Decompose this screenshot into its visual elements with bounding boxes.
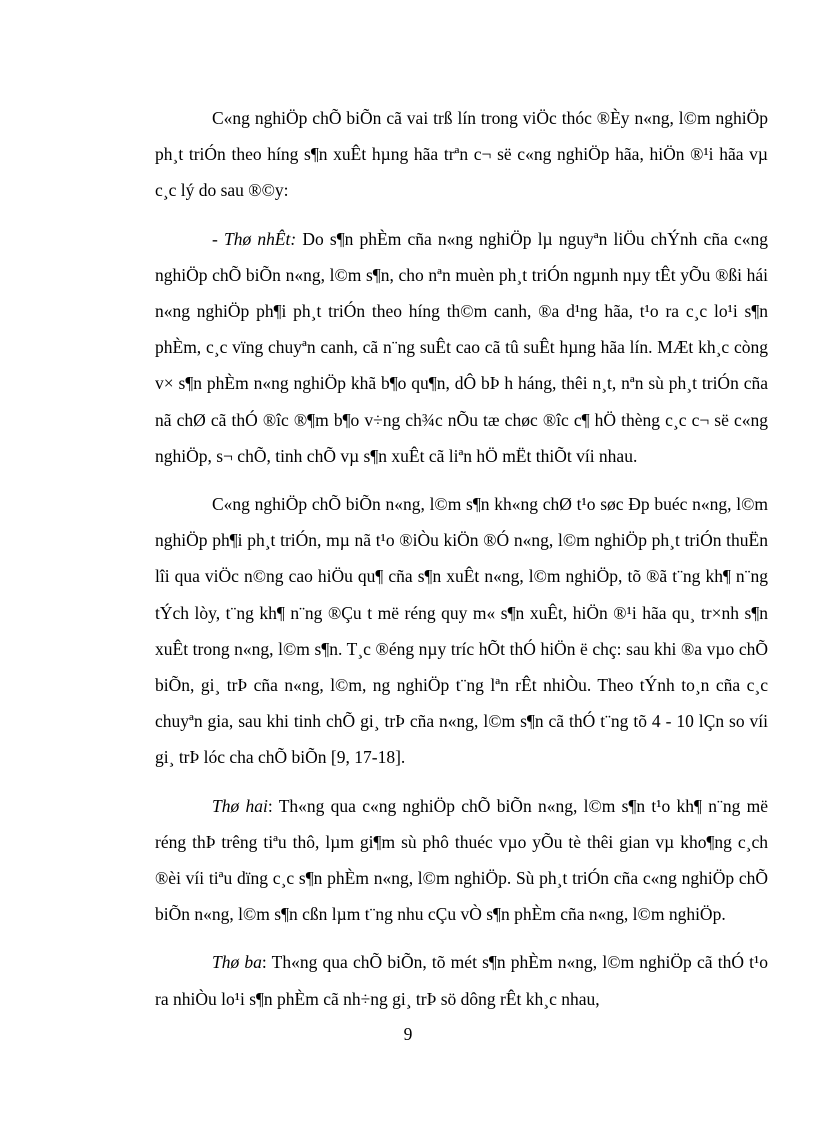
- second-reason-text: : Th«ng qua c«ng nghiÖp chÕ biÕn n«ng, l©m s¶n t¹o kh¶ n¨ng më réng thÞ trêng tiªu thô, lµm gi¶m sù phô thuéc vµo yÕu tè thêi gian vµ kho¶ng c¸ch ®èi víi tiªu dïng c¸c s¶n phÈm n«ng, l©m nghiÖp. Sù ph¸t triÓn cña c«ng nghiÖp chÕ biÕn n«ng, l©m s¶n cßn lµm t¨ng nhu cÇu vÒ s¶n phÈm cña n«ng, l©m nghiÖp.: [155, 795, 768, 925]
- third-reason-heading: Thø ba: [212, 952, 262, 973]
- paragraph-first-reason: [155, 221, 768, 474]
- third-reason-text: : Th«ng qua chÕ biÕn, tõ mét s¶n phÈm n«ng, l©m nghiÖp cã thÓ t¹o ra nhiÒu lo¹i s¶n phÈm cã nh÷ng gi¸ trÞ sö dông rÊt kh¸c nhau,: [155, 952, 768, 1009]
- first-reason-text: Do s¶n phÈm cña n«ng nghiÖp lµ nguyªn liÖu chÝnh cña c«ng nghiÖp chÕ biÕn n«ng, l©m s¶n, cho nªn muèn ph¸t triÓn ngµnh nµy tÊt yÕu ®ßi hái n«ng nghiÖp ph¶i ph¸t triÓn theo híng th©m canh, ®a d¹ng hãa, t¹o ra c¸c lo¹i s¶n phÈm, c¸c vïng chuyªn canh, cã n¨ng suÊt cao cã tû suÊt hµng hãa lín. MÆt kh¸c còng v× s¶n phÈm n«ng nghiÖp khã b¶o qu¶n, dÔ bÞ h háng, thêi n¸t, nªn sù ph¸t triÓn cña nã chØ cã thÓ ®îc ®¶m b¶o v÷ng ch¾c nÕu tæ chøc ®îc c¶ hÖ thèng c¸c c¬ së c«ng nghiÖp, s¬ chÕ, tinh chÕ vµ s¶n xuÊt cã liªn hÖ mËt thiÕt víi nhau.: [155, 228, 768, 466]
- second-reason-heading: Thø hai: [212, 795, 268, 816]
- paragraph-processing-impact: [155, 486, 768, 776]
- paragraph-intro: [155, 100, 768, 209]
- first-reason-heading: - Thø nhÊt:: [212, 228, 297, 249]
- page-body: [155, 100, 768, 1029]
- processing-impact-text: C«ng nghiÖp chÕ biÕn n«ng, l©m s¶n kh«ng chØ t¹o søc Ðp buéc n«ng, l©m nghiÖp ph¶i ph¸t triÓn, mµ nã t¹o ®iÒu kiÖn ®Ó n«ng, l©m nghiÖp ph¸t triÓn thuËn lîi qua viÖc n©ng cao hiÖu qu¶ cña s¶n xuÊt n«ng, l©m nghiÖp, tõ ®ã t¨ng kh¶ n¨ng tÝch lòy, t¨ng kh¶ n¨ng ®Çu t më réng quy m« s¶n xuÊt, hiÖn ®¹i hãa qu¸ tr×nh s¶n xuÊt trong n«ng, l©m s¶n. T¸c ®éng nµy tríc hÕt thÓ hiÖn ë chç: sau khi ®a vµo chÕ biÕn, gi¸ trÞ cña n«ng, l©m, ng nghiÖp t¨ng lªn rÊt nhiÒu. Theo tÝnh to¸n cña c¸c chuyªn gia, sau khi tinh chÕ gi¸ trÞ cña n«ng, l©m s¶n cã thÓ t¨ng tõ 4 - 10 lÇn so víi gi¸ trÞ lóc cha chÕ biÕn [9, 17-18].: [155, 494, 768, 768]
- paragraph-second-reason: [155, 788, 768, 933]
- paragraph-third-reason: [155, 944, 768, 1016]
- page-number: 9: [403, 1024, 413, 1044]
- paragraph-intro-text: C«ng nghiÖp chÕ biÕn cã vai trß lín trong viÖc thóc ®Èy n«ng, l©m nghiÖp ph¸t triÓn theo híng s¶n xuÊt hµng hãa trªn c¬ së c«ng nghiÖp hãa, hiÖn ®¹i hãa vµ c¸c lý do sau ®©y:: [155, 108, 768, 201]
